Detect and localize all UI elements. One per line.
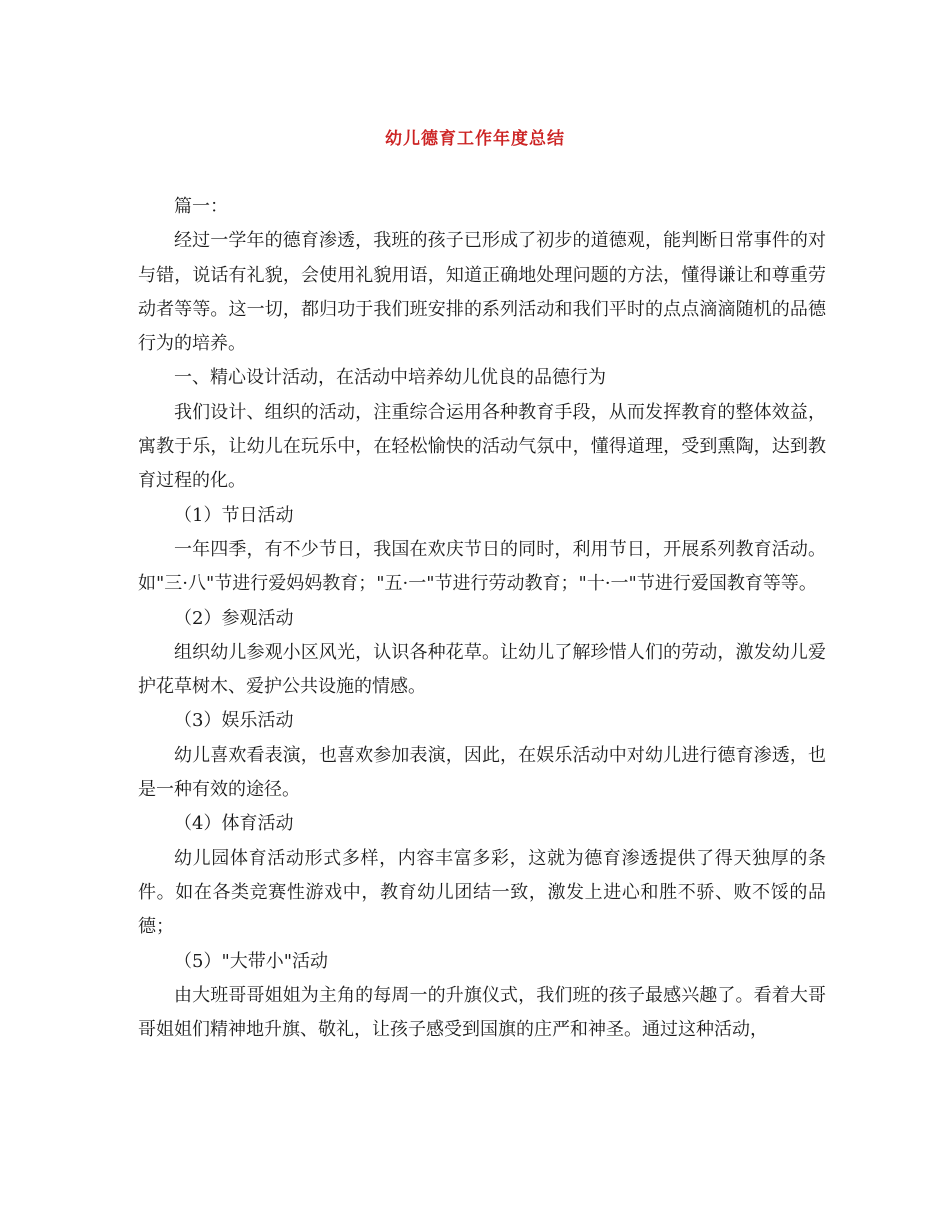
paragraph: 组织幼儿参观小区风光，认识各种花草。让幼儿了解珍惜人们的劳动，激发幼儿爱护花草树木、爱护公共设施的情感。 [138,641,826,698]
paragraph: 幼儿园体育活动形式多样，内容丰富多彩，这就为德育渗透提供了得天独厚的条件。如在各类竞赛性游戏中，教育幼儿团结一致，激发上进心和胜不骄、败不馁的品德； [138,847,826,938]
subsection-heading: （3）娱乐活动 [174,710,294,732]
paragraph: 经过一学年的德育渗透，我班的孩子已形成了初步的道德观，能判断日常事件的对与错，说话有礼貌，会使用礼貌用语，知道正确地处理问题的方法，懂得谦让和尊重劳动者等等。这一切，都归功于我们班安排的系列活动和我们平时的点点滴滴随机的品德行为的培养。 [138,230,826,355]
paragraph: 由大班哥哥姐姐为主角的每周一的升旗仪式，我们班的孩子最感兴趣了。看着大哥哥姐姐们精神地升旗、敬礼，让孩子感受到国旗的庄严和神圣。通过这种活动， [138,984,826,1041]
paragraph: 一年四季，有不少节日，我国在欢庆节日的同时，利用节日，开展系列教育活动。如"三·八"节进行爱妈妈教育；"五·一"节进行劳动教育；"十·一"节进行爱国教育等等。 [138,538,826,595]
subsection-heading: （1）节日活动 [174,504,294,526]
section-heading: 一、精心设计活动，在活动中培养幼儿优良的品德行为 [174,367,606,389]
subsection-heading: （2）参观活动 [174,607,294,629]
paragraph: 幼儿喜欢看表演，也喜欢参加表演，因此，在娱乐活动中对幼儿进行德育渗透，也是一种有效的途径。 [138,744,826,801]
document-title: 幼儿德育工作年度总结 [385,129,565,149]
document-body [138,190,826,1047]
section-label: 篇一： [174,196,228,217]
subsection-heading: （5）"大带小"活动 [174,950,329,972]
subsection-heading: （4）体育活动 [174,813,294,835]
paragraph: 我们设计、组织的活动，注重综合运用各种教育手段，从而发挥教育的整体效益，寓教于乐，让幼儿在玩乐中，在轻松愉快的活动气氛中，懂得道理，受到熏陶，达到教育过程的化。 [138,401,826,492]
